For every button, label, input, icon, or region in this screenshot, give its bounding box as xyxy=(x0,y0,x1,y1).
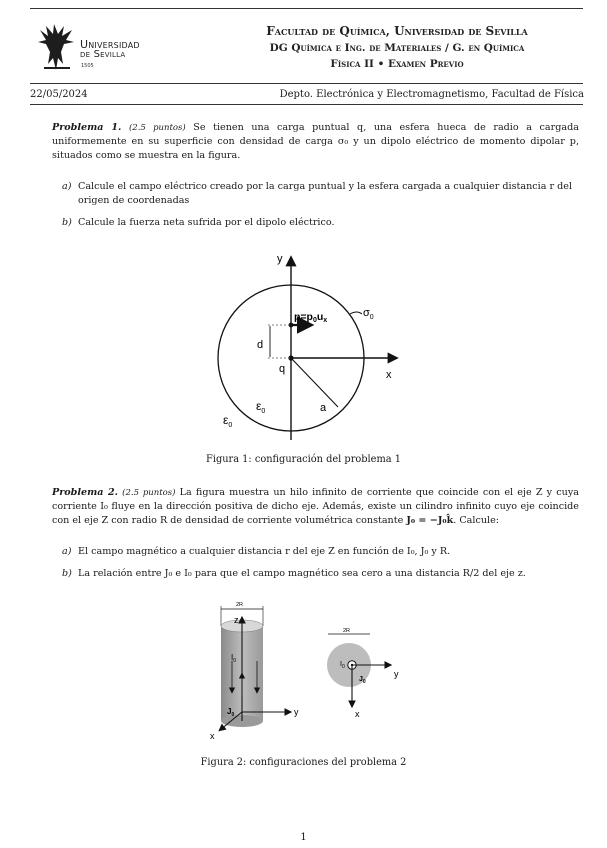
university-logo xyxy=(34,22,164,74)
problem1-item-a xyxy=(62,180,579,208)
eps-outer-label: $\varepsilon_0$ xyxy=(223,413,233,429)
q-label: q xyxy=(279,363,286,375)
problem2-text-1: La figura muestra un hilo infinito de corriente que coincide con el eje Z y cuya corriente I₀ fluye en la dirección positiva de dicho eje. Además, existe un cilindro infinito cuyo eje coincide con el eje Z con radio R de densidad de corriente volumétrica constante xyxy=(52,487,579,526)
figure-2 xyxy=(200,596,420,746)
problem2-current-density: J₀ = −J₀k̂ xyxy=(406,515,454,526)
figure-1 xyxy=(200,244,420,444)
figure-1-caption: Figura 1: configuración del problema 1 xyxy=(206,454,401,465)
header-title-3: Física II • Examen Previo xyxy=(330,58,464,70)
fig2-y-label-left: y xyxy=(294,707,299,717)
university-seal-icon xyxy=(34,22,80,74)
exam-date: 22/05/2024 xyxy=(30,89,88,100)
problem1-label: Problema 1. xyxy=(52,122,122,133)
problem2-label: Problema 2. xyxy=(52,487,118,498)
item-label: b) xyxy=(62,568,72,579)
item-label: a) xyxy=(62,546,72,557)
d-label: d xyxy=(257,339,264,351)
top-rule xyxy=(30,8,583,9)
J0-label-right: $J_0$ xyxy=(359,676,366,685)
page-number: 1 xyxy=(300,832,307,843)
fig2-x-label-left: x xyxy=(210,731,215,741)
fig2-y-label-right: y xyxy=(394,669,399,679)
problem2-text-2: . Calcule: xyxy=(453,515,499,526)
item-label: a) xyxy=(62,181,72,192)
dim-label-right: 2R xyxy=(343,628,351,634)
radius-line xyxy=(291,358,338,407)
problem2-item-b xyxy=(62,567,579,581)
sigma-label: $\sigma_0$ xyxy=(363,307,374,321)
header-title-1: Facultad de Química, Universidad de Sevilla xyxy=(266,24,528,38)
fig2-z-label: z xyxy=(234,615,239,625)
problem2-item-a xyxy=(62,545,579,559)
fig2-x-label-right: x xyxy=(355,709,360,719)
university-name: Universidad de Sevilla xyxy=(80,38,140,60)
J0-label-left: $J_0$ xyxy=(227,707,235,718)
problem1-item-b xyxy=(62,216,579,230)
I0-label-right: $I_0$ xyxy=(340,661,345,670)
header-rule xyxy=(30,83,583,84)
dipole-label: p=p0ux xyxy=(294,311,328,324)
university-year: 1505 xyxy=(81,63,94,69)
item-text: Calcule el campo eléctrico creado por la carga puntual y la esfera cargada a cualquier distancia r del origen de coordenadas xyxy=(78,181,572,206)
problem1-text: Se tienen una carga puntual q, una esfera hueca de radio a cargada uniformemente en su superficie con densidad de carga σ₀ y un dipolo eléctrico de momento dipolar p, situados como se muestra en la figura. xyxy=(52,122,579,161)
figure-2-caption: Figura 2: configuraciones del problema 2 xyxy=(200,757,407,768)
item-text: Calcule la fuerza neta sufrida por el dipolo eléctrico. xyxy=(78,217,335,228)
item-text: El campo magnético a cualquier distancia r del eje Z en función de I₀, J₀ y R. xyxy=(78,546,451,557)
item-label: b) xyxy=(62,217,72,228)
problem1-statement xyxy=(52,121,579,163)
problem2-points: (2.5 puntos) xyxy=(122,488,176,498)
a-label: a xyxy=(320,402,327,414)
item-text: La relación entre J₀ e I₀ para que el campo magnético sea cero a una distancia R/2 del eje z. xyxy=(78,568,526,579)
fig1-y-label: y xyxy=(277,253,283,265)
header-rule-2 xyxy=(30,104,583,105)
department: Depto. Electrónica y Electromagnetismo, Facultad de Física xyxy=(279,89,584,100)
header-title-2: DG Química e Ing. de Materiales / G. en Química xyxy=(269,42,525,54)
dim-label-left: 2R xyxy=(236,602,244,608)
problem2-statement xyxy=(52,486,579,528)
problem1-points: (2.5 puntos) xyxy=(128,123,186,133)
sigma-pointer xyxy=(350,312,362,314)
fig1-x-label: x xyxy=(386,369,392,381)
eps-inner-label: $\varepsilon_0$ xyxy=(256,399,266,415)
I0-label-left: $I_0$ xyxy=(231,653,237,664)
